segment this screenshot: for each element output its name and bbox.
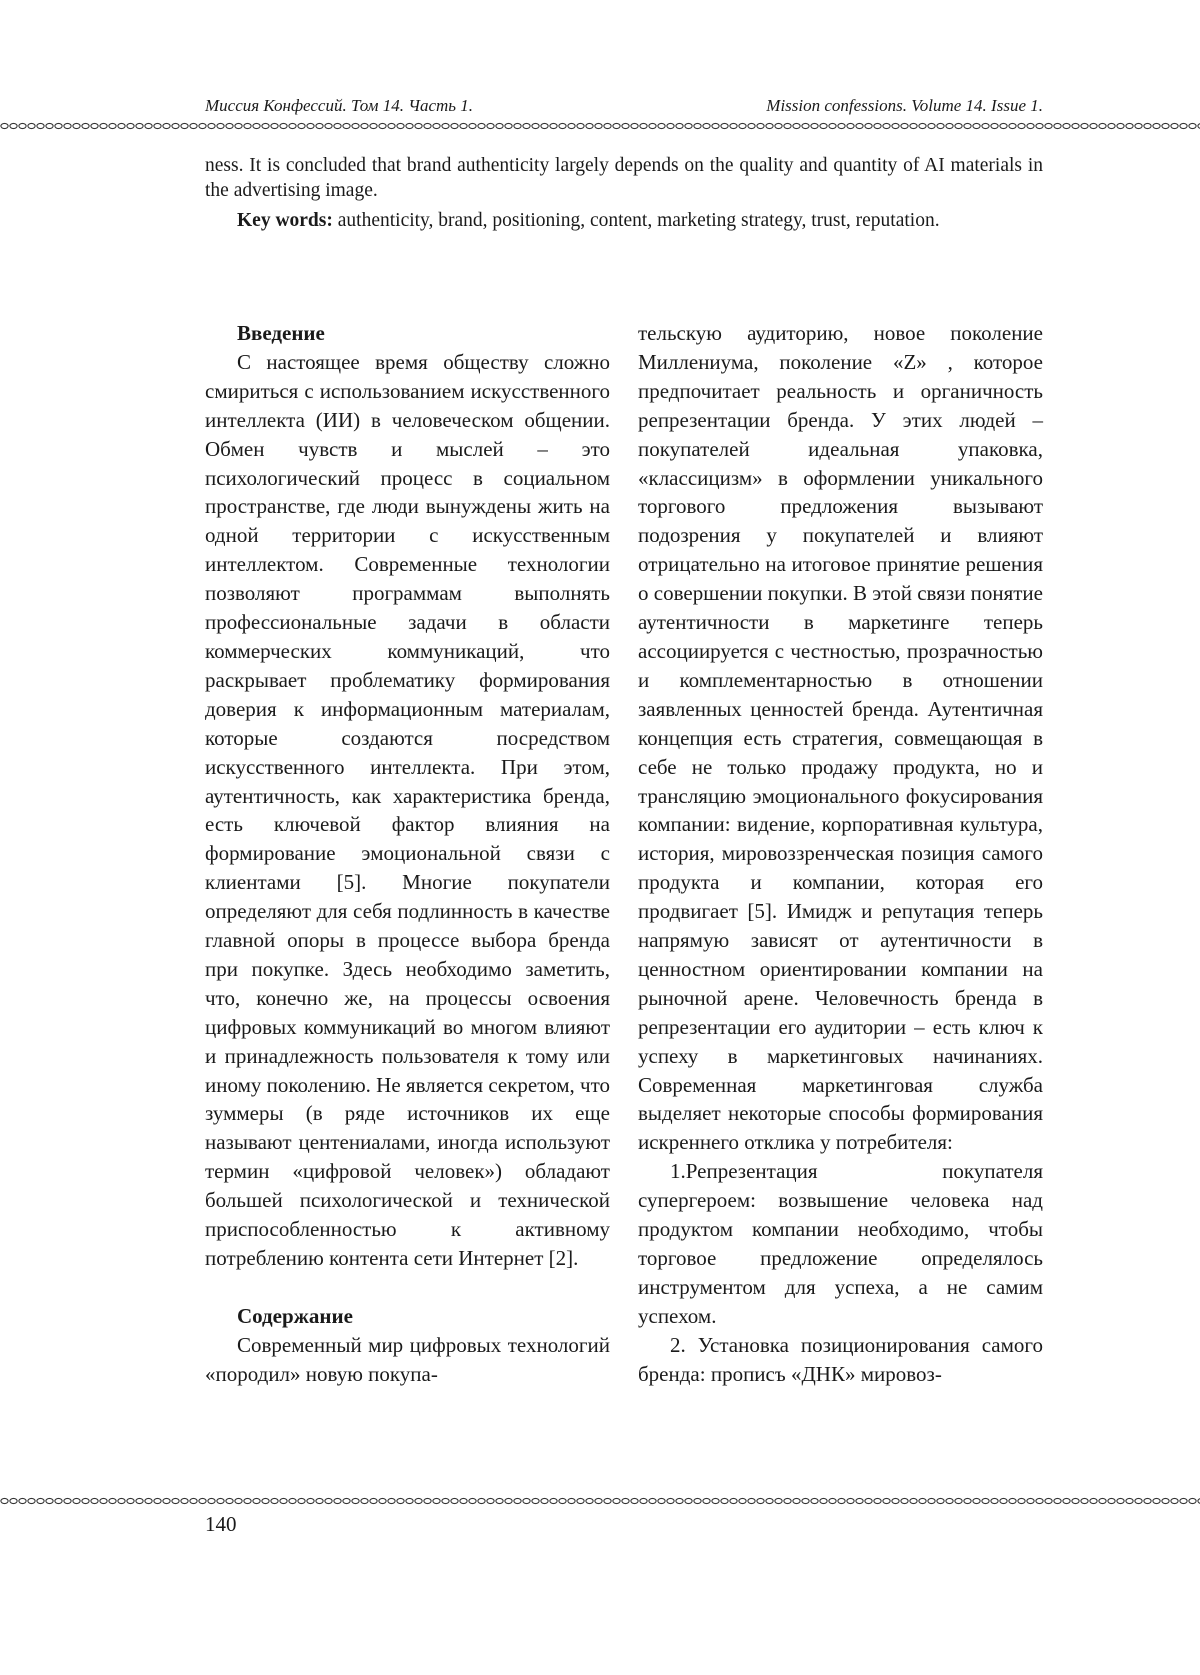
- left-column: [205, 319, 610, 1389]
- intro-heading: Введение: [237, 321, 325, 345]
- abstract-text: ness. It is concluded that brand authenticity largely depends on the quality and quantity of AI materials in the advertising image.: [205, 155, 1043, 201]
- intro-paragraph: С настоящее время обществу сложно смириться с использованием искусственного интеллекта (ИИ) в человеческом общении. Обмен чувств и мыслей – это психологический процесс в социальном пространстве, где люди вынуждены жить на одной территории с искусственным интеллектом. Современные технологии позволяют программам выполнять профессиональные задачи в области коммерческих коммуникаций, что раскрывает проблематику формирования доверия к информационным материалам, которые создаются посредством искусственного интеллекта. При этом, аутентичность, как характеристика бренда, есть ключевой фактор влияния на формирование эмоциональной связи с клиентами [5]. Многие покупатели определяют для себя подлинность в качестве главной опоры в процессе выбора бренда при покупке. Здесь необходимо заметить, что, конечно же, на процессы освоения цифровых коммуникаций во многом влияют и принадлежность пользователя к тому или иному поколению. Не является секретом, что зуммеры (в ряде источников их еще называют центениалами, иногда используют термин «цифровой человек») обладают большей психологической и технической приспособленностью к активному потреблению контента сети Интернет [2].: [205, 349, 611, 1270]
- content-heading: Содержание: [237, 1303, 353, 1328]
- header-journal-ru: Миссия Конфессий. Том 14. Часть 1.: [205, 96, 474, 115]
- content-paragraph: Современный мир цифровых технологий «породил» новую покупа-: [205, 1332, 610, 1386]
- keywords-list: authenticity, brand, positioning, content, marketing strategy, trust, reputation.: [332, 210, 940, 231]
- list-item-2: 2. Установка позиционирования самого бренда: прописъ «ДНК» мировоз-: [638, 1332, 1043, 1386]
- top-ornament-border: [0, 121, 1200, 131]
- page-number: 140: [205, 1512, 237, 1536]
- list-item-1: 1.Репрезентация покупателя супергероем: возвышение человека над продуктом компании необходимо, чтобы торговое предложение определялось инструментом для успеха, а не самим успехом.: [638, 1159, 1043, 1328]
- continuation-paragraph: тельскую аудиторию, новое поколение Миллениума, поколение «Z» , которое предпочитает реальность и органичность репрезентации бренда. У этих людей – покупателей идеальная упаковка, «классицизм» в оформлении уникального торгового предложения вызывают подозрения у покупателей и влияют отрицательно на итоговое принятие решения о совершении покупки. В этой связи понятие аутентичности в маркетинге теперь ассоциируется с честностью, прозрачностью и комплементарностью в отношении заявленных ценностей бренда. Аутентичная концепция есть стратегия, совмещающая в себе не только продажу продукта, но и трансляцию эмоционального фокусирования компании: видение, корпоративная культура, история, мировоззренческая позиция самого продукта и компании, которая его продвигает [5]. Имидж и репутация теперь напрямую зависят от аутентичности в ценностном ориентировании компании на рыночной арене. Человечность бренда в репрезентации его аудитории – есть ключ к успеху в маркетинговых начинаниях. Современная маркетинговая служба выделяет некоторые способы формирования искреннего отклика у потребителя:: [638, 321, 1043, 1155]
- right-column: [638, 319, 1043, 1389]
- keywords-label: Key words:: [237, 210, 333, 231]
- header-journal-en: Mission confessions. Volume 14. Issue 1.: [766, 96, 1043, 115]
- abstract-block: [205, 153, 1043, 233]
- running-header: [205, 96, 1043, 120]
- keywords-line: [205, 208, 1043, 233]
- bottom-ornament-border: [0, 1496, 1200, 1506]
